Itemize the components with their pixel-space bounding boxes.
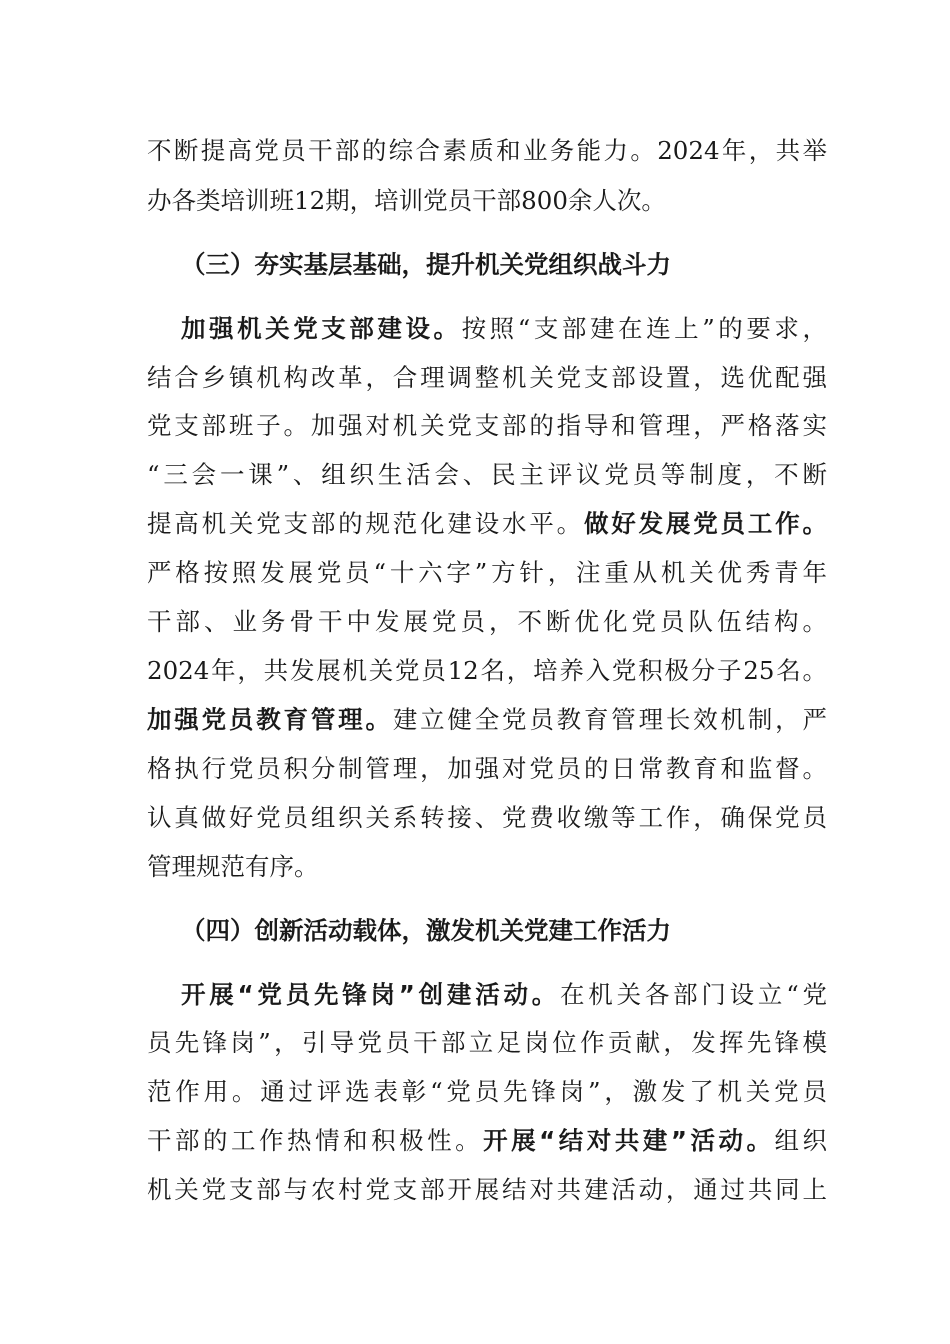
section-heading-3: （三）夯实基层基础，提升机关党组织战斗力 [181, 250, 671, 279]
paragraph-line: 认真做好党员组织关系转接、党费收缴等工作，确保党员 [147, 803, 827, 832]
text-run: 干部的工作热情和积极性。 [147, 1126, 484, 1155]
paragraph-line: 办各类培训班12期，培训党员干部800余人次。 [147, 186, 666, 215]
paragraph-line [147, 504, 827, 544]
paragraph-line [181, 309, 827, 349]
paragraph-line: 机关党支部与农村党支部开展结对共建活动，通过共同上 [147, 1175, 827, 1204]
paragraph-line [147, 1121, 827, 1161]
paragraph-line [147, 700, 827, 740]
paragraph-line: 格执行党员积分制管理，加强对党员的日常教育和监督。 [147, 754, 827, 783]
bold-lead-phrase: 开展“党员先锋岗”创建活动。 [181, 980, 561, 1009]
text-run: 组织 [774, 1126, 827, 1155]
paragraph-line: 员先锋岗”，引导党员干部立足岗位作贡献，发挥先锋模 [147, 1028, 827, 1057]
paragraph-line: 严格按照发展党员“十六字”方针，注重从机关优秀青年 [147, 558, 827, 587]
bold-lead-phrase: 加强党员教育管理。 [147, 705, 393, 734]
paragraph-line: “三会一课”、组织生活会、民主评议党员等制度，不断 [147, 460, 827, 489]
paragraph-line [181, 975, 827, 1015]
text-run: 按照“支部建在连上”的要求， [461, 314, 827, 343]
paragraph-line: 党支部班子。加强对机关党支部的指导和管理，严格落实 [147, 411, 827, 440]
paragraph-line: 2024年，共发展机关党员12名，培养入党积极分子25名。 [147, 656, 827, 685]
text-run: 在机关各部门设立“党 [560, 980, 828, 1009]
bold-lead-phrase: 加强机关党支部建设。 [181, 314, 462, 343]
bold-lead-phrase: 做好发展党员工作。 [584, 509, 827, 538]
text-run: 建立健全党员教育管理长效机制，严 [392, 705, 827, 734]
paragraph-line: 干部、业务骨干中发展党员，不断优化党员队伍结构。 [147, 607, 827, 636]
bold-lead-phrase: 开展“结对共建”活动。 [483, 1126, 775, 1155]
paragraph-line: 管理规范有序。 [147, 852, 319, 881]
text-run: 提高机关党支部的规范化建设水平。 [147, 509, 584, 538]
paragraph-line: 不断提高党员干部的综合素质和业务能力。2024年，共举 [147, 136, 827, 165]
paragraph-line: 结合乡镇机构改革，合理调整机关党支部设置，选优配强 [147, 363, 827, 392]
paragraph-line: 范作用。通过评选表彰“党员先锋岗”，激发了机关党员 [147, 1077, 827, 1106]
section-heading-4: （四）创新活动载体，激发机关党建工作活力 [181, 916, 671, 945]
